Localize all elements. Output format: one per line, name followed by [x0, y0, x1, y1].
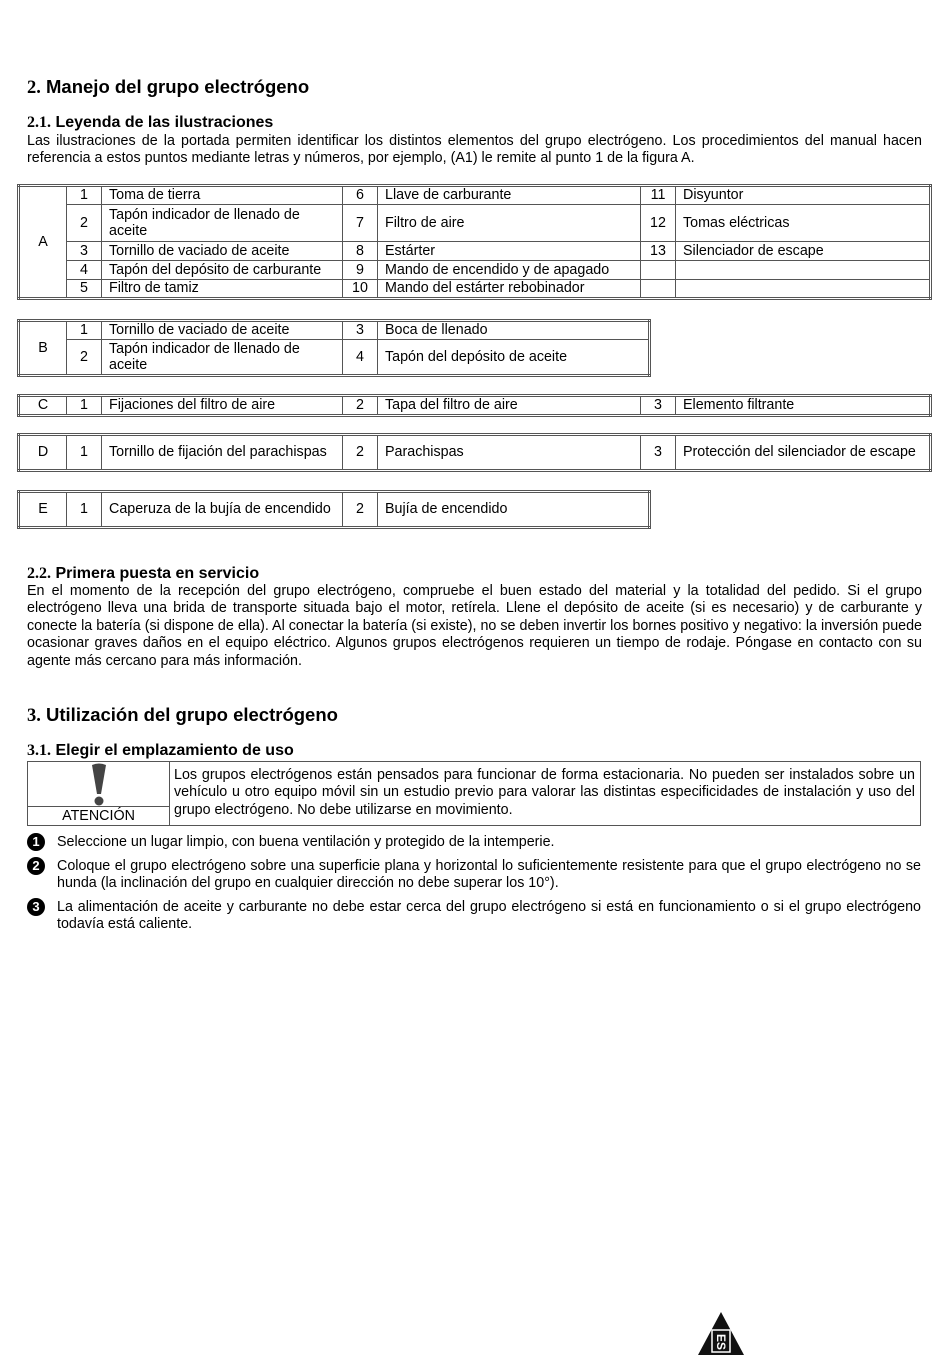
table-row: 5 Filtro de tamiz 10 Mando del estárter rebobinador: [19, 280, 931, 299]
legend-table-b: [17, 319, 651, 377]
legend-table-a: [17, 184, 932, 300]
legend-table-d: [17, 433, 932, 472]
warning-box: [27, 761, 921, 826]
warning-label: ATENCIÓN: [28, 806, 169, 825]
table-row: E 1 Caperuza de la bujía de encendido 2 Bujía de encendido: [19, 492, 650, 528]
step-1-bullet-icon: 1: [27, 833, 45, 851]
table-row: A 1 Toma de tierra 6 Llave de carburante 11 Disyuntor: [19, 186, 931, 205]
figure-letter: E: [19, 492, 67, 528]
table-row: 4 Tapón del depósito de carburante 9 Mando de encendido y de apagado: [19, 261, 931, 280]
legend-table-c: [17, 394, 932, 417]
figure-letter: D: [19, 435, 67, 471]
exclamation-icon: [89, 763, 109, 807]
step-3-text: La alimentación de aceite y carburante no debe estar cerca del grupo electrógeno si está en funcionamiento o si el grupo electrógeno todavía está caliente.: [57, 899, 921, 933]
section-2-1-heading: 2.1. Leyenda de las ilustraciones: [27, 114, 274, 131]
step-3-bullet-icon: 3: [27, 898, 45, 916]
warning-icon-cell: [28, 762, 170, 825]
section-2-heading: 2. Manejo del grupo electrógeno: [27, 76, 310, 98]
step-2-bullet-icon: 2: [27, 857, 45, 875]
step-2-text: Coloque el grupo electrógeno sobre una superficie plana y horizontal lo suficientemente resistente para que el grupo electrógeno no se hunda (la inclinación del grupo en cualquier dirección no debe superar los 10°).: [57, 858, 921, 892]
warning-text: Los grupos electrógenos están pensados para funcionar de forma estacionaria. No pueden ser instalados sobre un vehículo u otro equipo móvil sin un estudio previo para valorar las distintas especificidades de instalación y uso del grupo electrógeno. No debe utilizarse en movimiento.: [174, 767, 915, 818]
table-row: 2 Tapón indicador de llenado de aceite 4 Tapón del depósito de aceite: [19, 340, 650, 376]
step-1-text: Seleccione un lugar limpio, con buena ventilación y protegido de la intemperie.: [57, 834, 555, 850]
section-3-heading: 3. Utilización del grupo electrógeno: [27, 704, 338, 726]
figure-letter: B: [19, 321, 67, 376]
table-row: 3 Tornillo de vaciado de aceite 8 Estárter 13 Silenciador de escape: [19, 242, 931, 261]
section-3-1-heading: 3.1. Elegir el emplazamiento de uso: [27, 742, 294, 759]
table-row: C 1 Fijaciones del filtro de aire 2 Tapa del filtro de aire 3 Elemento filtrante: [19, 396, 931, 416]
table-row: D 1 Tornillo de fijación del parachispas 2 Parachispas 3 Protección del silenciador de escape: [19, 435, 931, 471]
figure-letter: A: [19, 186, 67, 299]
table-row: B 1 Tornillo de vaciado de aceite 3 Boca de llenado: [19, 321, 650, 340]
language-badge: [697, 1310, 745, 1356]
section-2-1-text: Las ilustraciones de la portada permiten identificar los distintos elementos del grupo electrógeno. Los procedimientos del manual hacen referencia a estos puntos mediante letras y números, por ejemplo, (A1) le remite al punto 1 de la figura A.: [27, 133, 922, 167]
table-row: 2 Tapón indicador de llenado de aceite 7 Filtro de aire 12 Tomas eléctricas: [19, 205, 931, 242]
figure-letter: C: [19, 396, 67, 416]
section-2-2-text: En el momento de la recepción del grupo electrógeno, compruebe el buen estado del material y la totalidad del pedido. Si el grupo electrógeno lleva una brida de transporte situada bajo el motor, retírela. Llene el depósito de aceite (si es necesario) y de carburante y conecte la batería (si dispone de ella). Al conectar la batería (si existe), no se deben invertir los bornes positivo y negativo: la inversión puede ocasionar graves daños en el equipo eléctrico. Algunos grupos electrógenos requieren un tiempo de rodaje. Póngase en contacto con su agente más cercano para más información.: [27, 583, 922, 669]
language-code: ES: [714, 1333, 728, 1350]
legend-table-e: [17, 490, 651, 529]
section-2-2-heading: 2.2. Primera puesta en servicio: [27, 565, 260, 582]
